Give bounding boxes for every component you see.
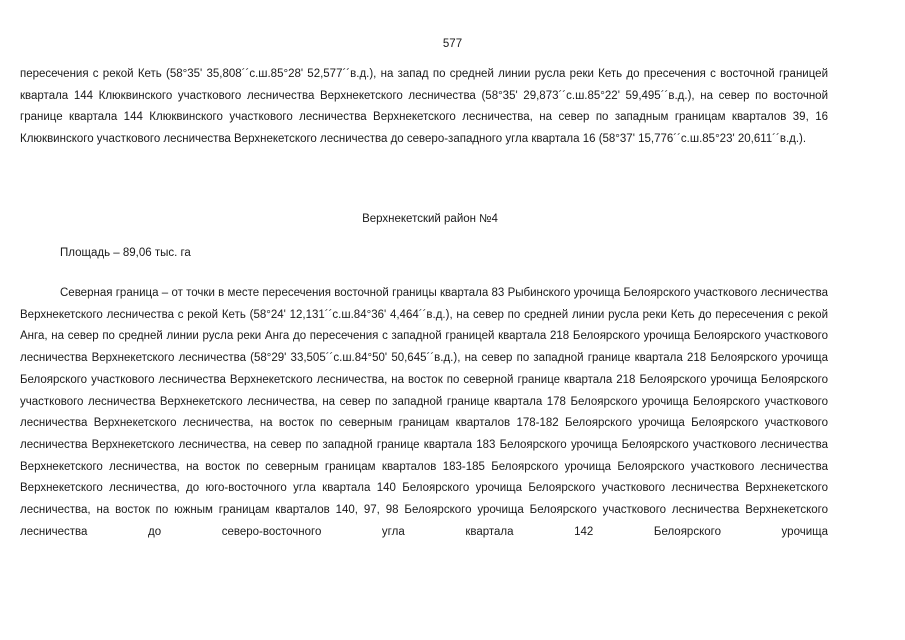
area-line: Площадь – 89,06 тыс. га (60, 247, 191, 259)
paragraph-northern-boundary: Северная граница – от точки в месте пересечения восточной границы квартала 83 Рыбинского урочища Белоярского участкового лесничества Верхнекетского лесничества с рекой Кеть (58°24' 12,131´´с.ш.84°36' 4,464´´в.д.), на север по средней линии русла реки Кеть до пересечения с рекой Анга, на север по средней линии русла реки Анга до пересечения с западной границей квартала 218 Белоярского урочища Белоярского участкового лесничества Верхнекетского лесничества (58°29' 33,505´´с.ш.84°50' 50,645´´в.д.), на север по западной границе квартала 218 Белоярского урочища Белоярского участкового лесничества Верхнекетского лесничества, на восток по северной границе квартала 218 Белоярского урочища Белоярского участкового лесничества Верхнекетского лесничества, на север по западной границе квартала 178 Белоярского урочища Белоярского участкового лесничества Верхнекетского лесничества, на восток по северным границам кварталов 178-182 Белоярского урочища Белоярского участкового лесничества Верхнекетского лесничества, на север по западной границе квартала 183 Белоярского урочища Белоярского участкового лесничества Верхнекетского лесничества, на восток по северным границам кварталов 183-185 Белоярского урочища Белоярского участкового лесничества Верхнекетского лесничества, до юго-восточного угла квартала 140 Белоярского урочища Белоярского участкового лесничества Верхнекетского лесничества, на восток по южным границам кварталов 140, 97, 98 Белоярского урочища Белоярского участкового лесничества Верхнекетского лесничества до северо-восточного угла квартала 142 Белоярского урочища (20, 287, 828, 538)
paragraph-continuation: пересечения с рекой Кеть (58°35' 35,808´´с.ш.85°28' 52,577´´в.д.), на запад по средней линии русла реки Кеть до пресечения с восточной границей квартала 144 Клюквинского участкового лесничества Верхнекетского лесничества (58°35' 29,873´´с.ш.85°22' 59,495´´в.д.), на север по восточной границе квартала 144 Клюквинского участкового лесничества Верхнекетского лесничества, на север по западным границам кварталов 39, 16 Клюквинского участкового лесничества Верхнекетского лесничества до северо-западного угла квартала 16 (58°37' 15,776´´с.ш.85°23' 20,611´´в.д.). (20, 68, 828, 146)
section-heading: Верхнекетский район №4 (362, 213, 498, 225)
page-number: 577 (442, 38, 463, 50)
